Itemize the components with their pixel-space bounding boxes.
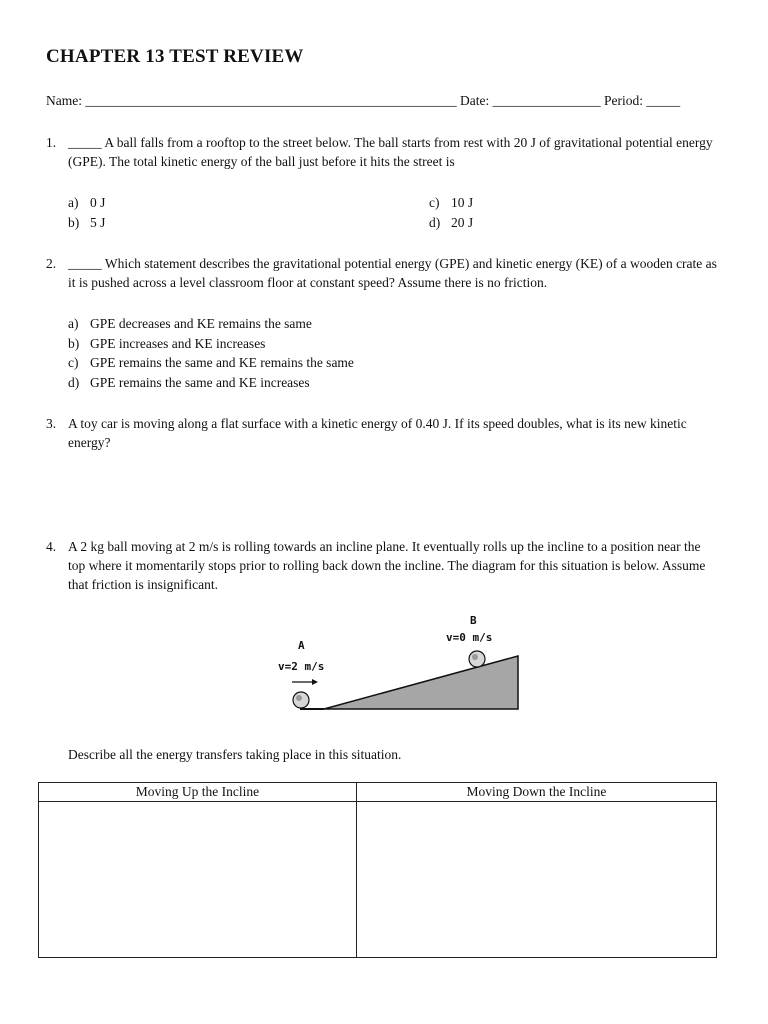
question-number: 1. [46, 135, 57, 150]
ball-b-shading-icon [472, 654, 478, 660]
question-number: 2. [46, 256, 57, 271]
velocity-b: v=0 m/s [446, 631, 493, 644]
question-text: A 2 kg ball moving at 2 m/s is rolling towards an incline plane. It eventually rolls up the incline to a position near the top where it momentarily stops prior to rolling back down the incline. The diagram for this situation is below. Assume that friction is insignificant. [68, 539, 706, 592]
question-text: _____ A ball falls from a rooftop to the street below. The ball starts from rest with 20 J of gravitational potential energy (GPE). The total kinetic energy of the ball just before it hits the street is [68, 135, 713, 169]
question-1 [46, 133, 718, 171]
option-b[interactable] [68, 213, 105, 233]
option-label: b) [68, 335, 80, 351]
option-c[interactable] [429, 193, 473, 213]
option-a[interactable] [68, 314, 354, 334]
column-header-up: Moving Up the Incline [39, 783, 357, 802]
question-text: A toy car is moving along a flat surface with a kinetic energy of 0.40 J. If its speed doubles, what is its new kinetic energy? [68, 416, 687, 450]
question-3 [46, 414, 718, 452]
option-d[interactable] [429, 213, 473, 233]
option-text: 0 J [90, 195, 106, 210]
arrowhead-icon [312, 679, 318, 685]
page-title: CHAPTER 13 TEST REVIEW [46, 46, 304, 67]
option-text: 20 J [451, 214, 474, 230]
option-text: 5 J [90, 214, 106, 230]
question-text: _____ Which statement describes the gravitational potential energy (GPE) and kinetic energy (KE) of a wooden crate as it is pushed across a level classroom floor at constant speed? Assume there is no friction. [68, 256, 717, 290]
name-blank[interactable]: _______________________________________________________ [85, 93, 457, 108]
option-label: d) [68, 374, 80, 390]
question-4 [46, 537, 718, 594]
incline-diagram [270, 606, 526, 718]
column-header-down: Moving Down the Incline [356, 783, 716, 802]
option-c[interactable] [68, 353, 354, 373]
option-text: GPE remains the same and KE remains the same [90, 355, 354, 370]
answer-cell-down[interactable] [356, 802, 716, 958]
period-blank[interactable]: _____ [646, 93, 681, 108]
option-label: a) [68, 195, 79, 210]
period-label: Period: [604, 93, 643, 108]
question-number: 3. [46, 416, 57, 431]
option-text: GPE increases and KE increases [90, 335, 266, 351]
date-blank[interactable]: ________________ [492, 93, 601, 108]
option-label: d) [429, 214, 441, 230]
label-a: A [298, 639, 305, 652]
option-label: b) [68, 214, 80, 230]
ball-a-shading-icon [296, 695, 302, 701]
table-header-row [39, 783, 717, 802]
student-info-line [46, 93, 718, 109]
table-row [39, 802, 717, 958]
option-label: c) [68, 355, 79, 370]
question-1-options-right [429, 193, 473, 232]
energy-transfer-table [38, 782, 717, 958]
option-text: GPE decreases and KE remains the same [90, 316, 312, 331]
question-2 [46, 254, 718, 292]
name-label: Name: [46, 93, 82, 108]
velocity-a: v=2 m/s [278, 660, 325, 673]
incline-plane [324, 656, 518, 709]
label-b: B [470, 614, 477, 627]
describe-prompt: Describe all the energy transfers taking place in this situation. [68, 747, 402, 762]
option-text: GPE remains the same and KE increases [90, 374, 310, 390]
option-d[interactable] [68, 373, 354, 393]
question-1-options-left [68, 193, 105, 232]
option-text: 10 J [451, 195, 474, 210]
question-number: 4. [46, 539, 57, 554]
option-b[interactable] [68, 334, 354, 354]
answer-cell-up[interactable] [39, 802, 357, 958]
option-label: a) [68, 316, 79, 331]
option-label: c) [429, 195, 440, 210]
date-label: Date: [460, 93, 490, 108]
option-a[interactable] [68, 193, 105, 213]
question-2-options [68, 314, 354, 392]
